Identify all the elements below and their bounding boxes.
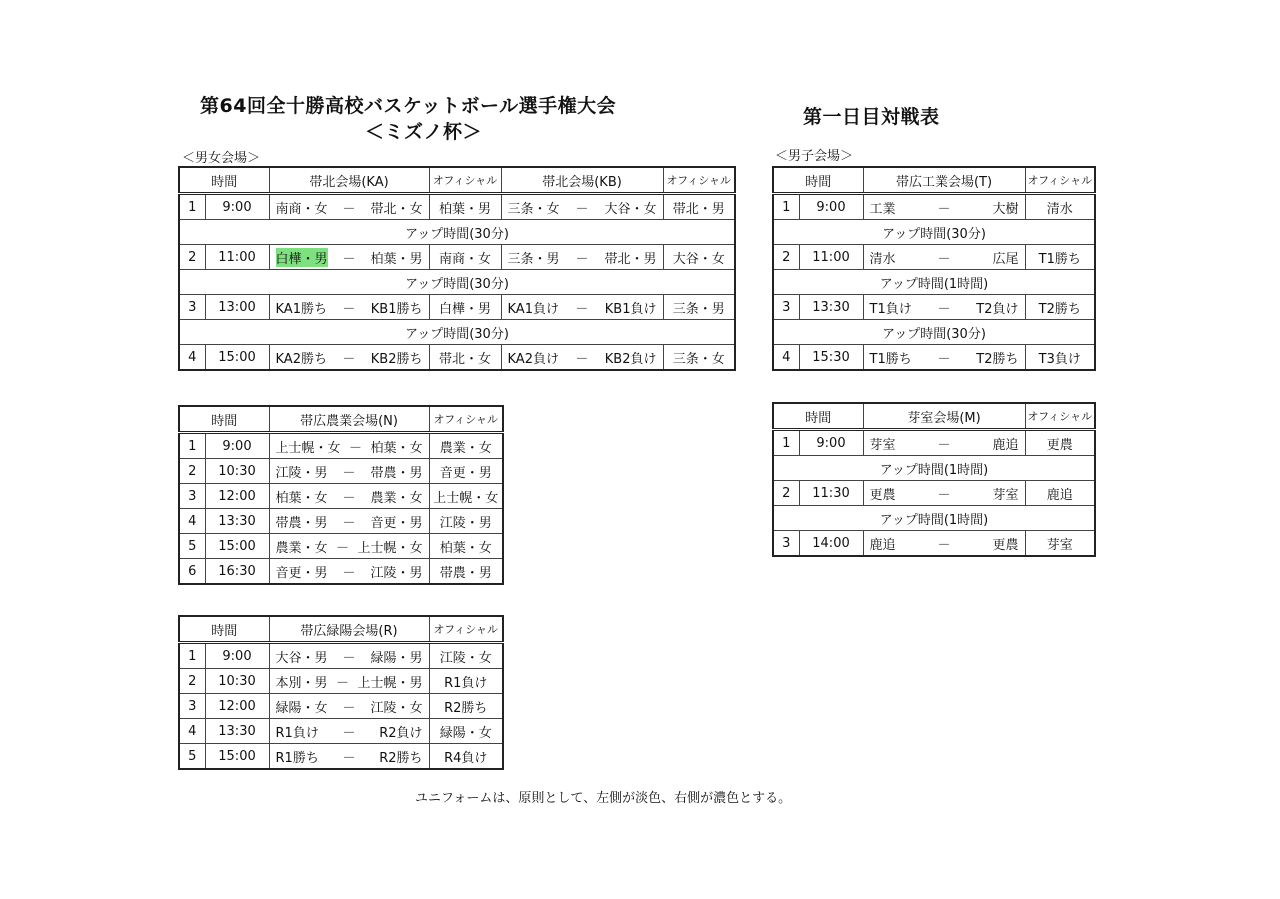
- warmup-row: [773, 506, 1095, 531]
- team-left: R1負け: [275, 725, 319, 741]
- schedule-table-n: [178, 405, 504, 585]
- match-cell: [269, 509, 429, 534]
- game-number: 1: [179, 433, 205, 459]
- team-left: 緑陽・女: [275, 700, 328, 716]
- team-left: KA1負け: [507, 301, 559, 317]
- match-row: [179, 559, 503, 585]
- game-number: 3: [179, 694, 205, 719]
- match-row: [179, 295, 735, 320]
- match-pair: [272, 697, 427, 716]
- match-cell: [501, 245, 663, 270]
- warmup-row: [773, 320, 1095, 345]
- match-cell: [269, 559, 429, 585]
- match-pair: [272, 747, 427, 766]
- match-row: [773, 295, 1095, 320]
- versus-dash: －: [342, 515, 356, 531]
- match-cell: [269, 345, 429, 371]
- match-pair: [272, 672, 427, 691]
- match-row: [179, 459, 503, 484]
- game-time: 9:00: [799, 194, 863, 220]
- match-row: [179, 719, 503, 744]
- official-team: 帯北・男: [663, 194, 735, 220]
- time-header: 時間: [179, 406, 269, 433]
- team-right: R2負け: [379, 725, 423, 741]
- versus-dash: －: [937, 537, 951, 553]
- team-left: 三条・男: [507, 251, 560, 267]
- team-left: 工業: [869, 201, 896, 217]
- warmup-row: [773, 220, 1095, 245]
- warmup-label: アップ時間(30分): [773, 320, 1095, 345]
- official-team: 江陵・女: [429, 643, 503, 669]
- match-row: [179, 509, 503, 534]
- match-pair: [866, 534, 1023, 553]
- match-cell: [269, 459, 429, 484]
- match-pair: [272, 298, 427, 317]
- game-number: 3: [179, 295, 205, 320]
- team-left: KA2勝ち: [275, 351, 327, 367]
- match-pair: [272, 487, 427, 506]
- team-right: 芽室: [992, 487, 1019, 503]
- game-time: 15:00: [205, 534, 269, 559]
- game-time: 9:00: [799, 430, 863, 456]
- team-left: 南商・女: [275, 201, 328, 217]
- day-schedule-title: 第一日目対戦表: [803, 106, 940, 128]
- team-left: KA1勝ち: [275, 301, 327, 317]
- official-team: 柏葉・男: [429, 194, 501, 220]
- team-right: 大谷・女: [604, 201, 657, 217]
- versus-dash: －: [342, 750, 356, 766]
- match-pair: [866, 484, 1023, 503]
- match-cell: [269, 433, 429, 459]
- match-cell: [863, 345, 1025, 371]
- team-left: R1勝ち: [275, 750, 319, 766]
- game-number: 5: [179, 534, 205, 559]
- team-left: 芽室: [869, 437, 896, 453]
- venue-header-r: 帯広緑陽会場(R): [269, 616, 429, 643]
- versus-dash: －: [342, 700, 356, 716]
- game-number: 1: [179, 194, 205, 220]
- match-pair: [866, 198, 1023, 217]
- match-row: [179, 744, 503, 770]
- match-cell: [863, 481, 1025, 506]
- versus-dash: －: [342, 351, 356, 367]
- official-team: 緑陽・女: [429, 719, 503, 744]
- official-team: 三条・男: [663, 295, 735, 320]
- official-team: 柏葉・女: [429, 534, 503, 559]
- match-pair: [504, 248, 661, 267]
- game-time: 13:30: [205, 509, 269, 534]
- match-cell: [501, 345, 663, 371]
- team-right: KB2負け: [604, 351, 657, 367]
- match-row: [773, 345, 1095, 371]
- game-number: 4: [179, 509, 205, 534]
- time-header: 時間: [773, 167, 863, 194]
- official-team: 芽室: [1025, 531, 1095, 557]
- match-pair: [504, 298, 661, 317]
- team-right: 江陵・男: [370, 565, 423, 581]
- warmup-label: アップ時間(30分): [179, 270, 735, 295]
- match-row: [179, 433, 503, 459]
- official-team: R2勝ち: [429, 694, 503, 719]
- versus-dash: －: [342, 251, 356, 267]
- warmup-row: [179, 220, 735, 245]
- uniform-note: ユニフォームは、原則として、左側が淡色、右側が濃色とする。: [415, 791, 792, 806]
- match-cell: [863, 531, 1025, 557]
- game-time: 12:00: [205, 484, 269, 509]
- official-header: オフィシャル: [663, 167, 735, 194]
- team-right: 柏葉・男: [370, 251, 423, 267]
- match-pair: [866, 298, 1023, 317]
- match-pair: [272, 348, 427, 367]
- tournament-subtitle: ＜ミズノ杯＞: [365, 121, 483, 143]
- team-left: T1勝ち: [869, 351, 912, 367]
- official-team: 三条・女: [663, 345, 735, 371]
- match-pair: [272, 537, 427, 556]
- match-row: [773, 531, 1095, 557]
- versus-dash: －: [575, 201, 589, 217]
- team-right: R2勝ち: [379, 750, 423, 766]
- versus-dash: －: [342, 465, 356, 481]
- game-time: 14:00: [799, 531, 863, 557]
- versus-dash: －: [575, 301, 589, 317]
- schedule-table-ka-kb: [178, 166, 736, 371]
- team-right: 音更・男: [370, 515, 423, 531]
- time-header: 時間: [179, 167, 269, 194]
- official-team: 更農: [1025, 430, 1095, 456]
- official-header: オフィシャル: [429, 616, 503, 643]
- official-team: T2勝ち: [1025, 295, 1095, 320]
- warmup-label: アップ時間(30分): [179, 320, 735, 345]
- game-number: 3: [773, 531, 799, 557]
- team-right: 広尾: [992, 251, 1019, 267]
- warmup-label: アップ時間(1時間): [773, 270, 1095, 295]
- team-left: 白樺・男: [276, 248, 328, 267]
- official-team: T3負け: [1025, 345, 1095, 371]
- match-row: [773, 481, 1095, 506]
- match-row: [179, 694, 503, 719]
- match-cell: [269, 534, 429, 559]
- schedule-table-r: [178, 615, 504, 770]
- game-number: 2: [773, 245, 799, 270]
- team-left: 柏葉・女: [275, 490, 328, 506]
- team-left: 農業・女: [275, 540, 328, 556]
- team-left: 帯農・男: [275, 515, 328, 531]
- match-pair: [504, 198, 661, 217]
- official-team: 南商・女: [429, 245, 501, 270]
- versus-dash: －: [575, 351, 589, 367]
- game-number: 2: [773, 481, 799, 506]
- match-cell: [501, 194, 663, 220]
- team-right: KB1勝ち: [370, 301, 423, 317]
- game-number: 4: [179, 719, 205, 744]
- team-right: 上士幌・女: [357, 540, 423, 556]
- game-number: 2: [179, 669, 205, 694]
- team-right: 農業・女: [370, 490, 423, 506]
- team-left: 鹿追: [869, 537, 896, 553]
- match-cell: [863, 245, 1025, 270]
- versus-dash: －: [937, 437, 951, 453]
- match-row: [179, 669, 503, 694]
- team-right: 帯北・男: [604, 251, 657, 267]
- team-right: 更農: [992, 537, 1019, 553]
- match-cell: [269, 295, 429, 320]
- official-team: 上士幌・女: [429, 484, 503, 509]
- game-time: 15:00: [205, 345, 269, 371]
- warmup-row: [179, 320, 735, 345]
- game-number: 1: [773, 194, 799, 220]
- time-header: 時間: [773, 403, 863, 430]
- match-row: [179, 643, 503, 669]
- match-pair: [866, 248, 1023, 267]
- official-team: R4負け: [429, 744, 503, 770]
- match-pair: [272, 437, 427, 456]
- versus-dash: －: [342, 650, 356, 666]
- official-team: 帯北・女: [429, 345, 501, 371]
- match-cell: [863, 295, 1025, 320]
- game-time: 13:30: [799, 295, 863, 320]
- game-number: 2: [179, 245, 205, 270]
- team-left: T1負け: [869, 301, 912, 317]
- match-pair: [272, 512, 427, 531]
- versus-dash: －: [342, 725, 356, 741]
- match-cell: [269, 669, 429, 694]
- game-time: 16:30: [205, 559, 269, 585]
- match-row: [773, 430, 1095, 456]
- warmup-label: アップ時間(1時間): [773, 506, 1095, 531]
- team-right: 柏葉・女: [370, 440, 423, 456]
- match-cell: [269, 484, 429, 509]
- team-right: T2勝ち: [976, 351, 1019, 367]
- team-left: 清水: [869, 251, 896, 267]
- game-number: 1: [179, 643, 205, 669]
- game-number: 6: [179, 559, 205, 585]
- versus-dash: －: [937, 487, 951, 503]
- match-row: [773, 245, 1095, 270]
- official-team: 音更・男: [429, 459, 503, 484]
- official-team: 鹿追: [1025, 481, 1095, 506]
- game-time: 12:00: [205, 694, 269, 719]
- match-row: [179, 484, 503, 509]
- team-left: 更農: [869, 487, 896, 503]
- team-right: KB1負け: [604, 301, 657, 317]
- versus-dash: －: [937, 251, 951, 267]
- versus-dash: －: [937, 301, 951, 317]
- mixed-venue-label: ＜男女会場＞: [182, 151, 261, 166]
- match-pair: [272, 562, 427, 581]
- venue-header-t: 帯広工業会場(T): [863, 167, 1025, 194]
- venue-header-m: 芽室会場(M): [863, 403, 1025, 430]
- team-left: 大谷・男: [275, 650, 328, 666]
- boys-venue-label: ＜男子会場＞: [775, 149, 854, 164]
- tournament-title: 第64回全十勝高校バスケットボール選手権大会: [200, 95, 617, 117]
- game-number: 3: [179, 484, 205, 509]
- versus-dash: －: [342, 301, 356, 317]
- game-time: 15:30: [799, 345, 863, 371]
- official-header: オフィシャル: [1025, 167, 1095, 194]
- match-pair: [866, 434, 1023, 453]
- versus-dash: －: [342, 565, 356, 581]
- game-time: 13:30: [205, 719, 269, 744]
- team-right: 鹿追: [992, 437, 1019, 453]
- game-time: 9:00: [205, 643, 269, 669]
- team-left: 三条・女: [507, 201, 560, 217]
- official-header: オフィシャル: [429, 406, 503, 433]
- team-right: 帯農・男: [370, 465, 423, 481]
- game-time: 10:30: [205, 459, 269, 484]
- warmup-label: アップ時間(30分): [773, 220, 1095, 245]
- match-cell: [269, 744, 429, 770]
- warmup-row: [179, 270, 735, 295]
- versus-dash: －: [349, 440, 363, 456]
- warmup-label: アップ時間(1時間): [773, 456, 1095, 481]
- game-number: 3: [773, 295, 799, 320]
- versus-dash: －: [575, 251, 589, 267]
- official-header: オフィシャル: [429, 167, 501, 194]
- versus-dash: －: [342, 201, 356, 217]
- official-header: オフィシャル: [1025, 403, 1095, 430]
- time-header: 時間: [179, 616, 269, 643]
- game-time: 13:00: [205, 295, 269, 320]
- team-right: 大樹: [992, 201, 1019, 217]
- venue-header-n: 帯広農業会場(N): [269, 406, 429, 433]
- match-cell: [269, 643, 429, 669]
- official-team: 江陵・男: [429, 509, 503, 534]
- team-right: 緑陽・男: [370, 650, 423, 666]
- team-left: 本別・男: [275, 675, 328, 691]
- venue-header-kb: 帯北会場(KB): [501, 167, 663, 194]
- match-cell: [863, 430, 1025, 456]
- team-left: 音更・男: [275, 565, 328, 581]
- game-time: 10:30: [205, 669, 269, 694]
- versus-dash: －: [937, 201, 951, 217]
- game-number: 1: [773, 430, 799, 456]
- game-time: 11:00: [205, 245, 269, 270]
- versus-dash: －: [937, 351, 951, 367]
- warmup-label: アップ時間(30分): [179, 220, 735, 245]
- game-number: 2: [179, 459, 205, 484]
- match-pair: [272, 248, 427, 267]
- match-row: [179, 194, 735, 220]
- schedule-table-t: [772, 166, 1096, 371]
- official-team: R1負け: [429, 669, 503, 694]
- game-number: 5: [179, 744, 205, 770]
- official-team: 農業・女: [429, 433, 503, 459]
- team-left: 江陵・男: [275, 465, 328, 481]
- official-team: 帯農・男: [429, 559, 503, 585]
- match-cell: [269, 194, 429, 220]
- warmup-row: [773, 456, 1095, 481]
- match-cell: [269, 719, 429, 744]
- team-right: 上士幌・男: [357, 675, 423, 691]
- match-row: [179, 245, 735, 270]
- game-time: 11:00: [799, 245, 863, 270]
- match-pair: [272, 722, 427, 741]
- game-time: 11:30: [799, 481, 863, 506]
- game-number: 4: [773, 345, 799, 371]
- official-team: 清水: [1025, 194, 1095, 220]
- match-pair: [504, 348, 661, 367]
- match-row: [179, 345, 735, 371]
- match-cell: [863, 194, 1025, 220]
- match-row: [773, 194, 1095, 220]
- team-right: 帯北・女: [370, 201, 423, 217]
- official-team: T1勝ち: [1025, 245, 1095, 270]
- match-row: [179, 534, 503, 559]
- game-time: 9:00: [205, 194, 269, 220]
- match-cell: [269, 694, 429, 719]
- game-number: 4: [179, 345, 205, 371]
- versus-dash: －: [336, 675, 350, 691]
- team-right: KB2勝ち: [370, 351, 423, 367]
- team-left: 上士幌・女: [275, 440, 341, 456]
- match-pair: [866, 348, 1023, 367]
- game-time: 15:00: [205, 744, 269, 770]
- official-team: 白樺・男: [429, 295, 501, 320]
- versus-dash: －: [336, 540, 350, 556]
- match-pair: [272, 462, 427, 481]
- venue-header-ka: 帯北会場(KA): [269, 167, 429, 194]
- official-team: 大谷・女: [663, 245, 735, 270]
- match-cell: [501, 295, 663, 320]
- team-right: 江陵・女: [370, 700, 423, 716]
- match-pair: [272, 647, 427, 666]
- match-pair: [272, 198, 427, 217]
- warmup-row: [773, 270, 1095, 295]
- team-left: KA2負け: [507, 351, 559, 367]
- match-cell: [269, 245, 429, 270]
- schedule-table-m: [772, 402, 1096, 557]
- versus-dash: －: [342, 490, 356, 506]
- game-time: 9:00: [205, 433, 269, 459]
- team-right: T2負け: [976, 301, 1019, 317]
